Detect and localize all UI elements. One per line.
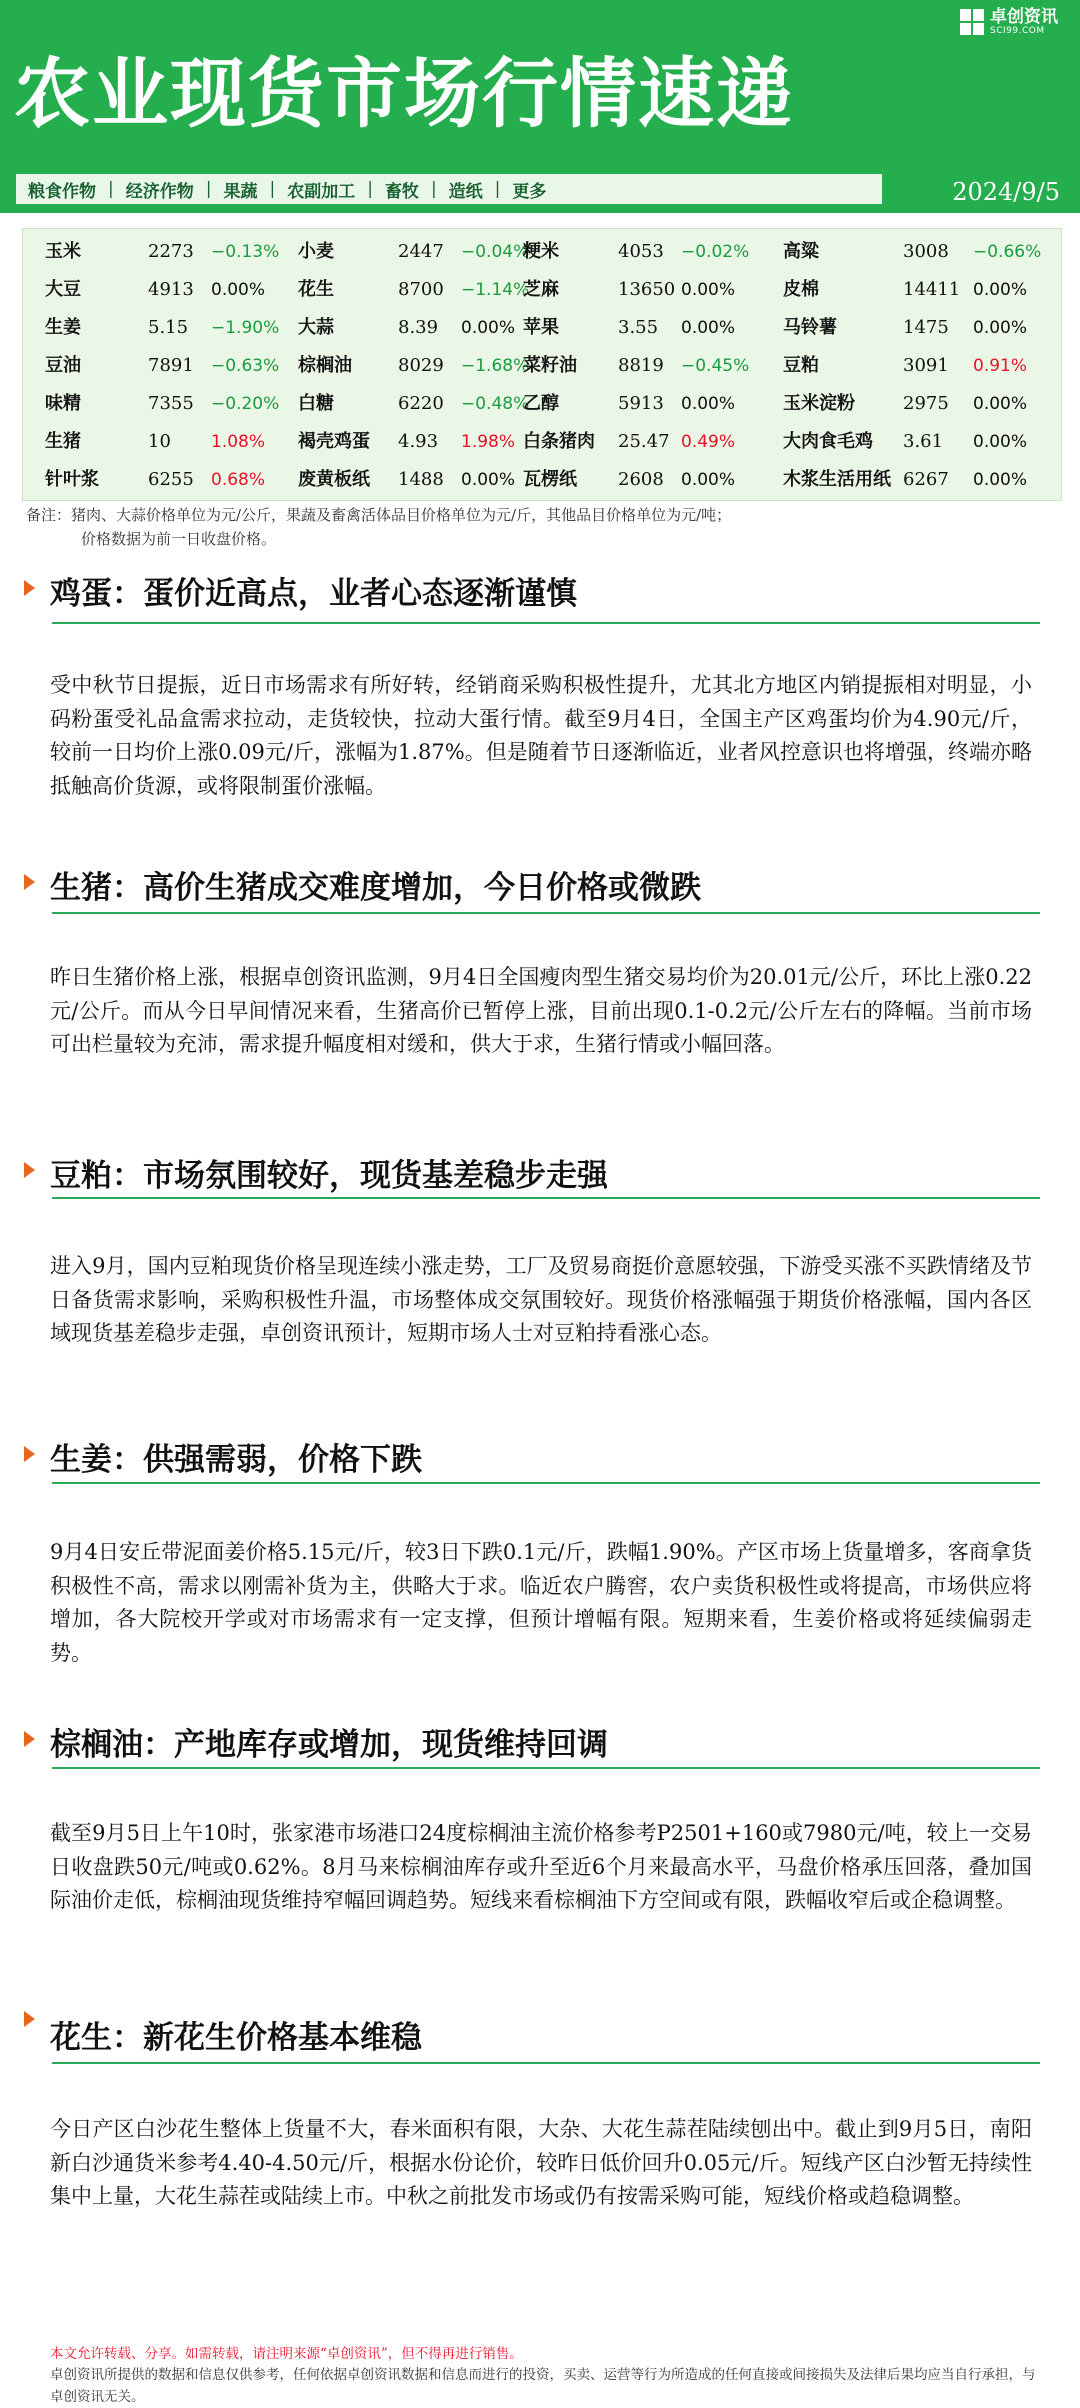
section-body-palm-oil: 截至9月5日上午10时，张家港市场港口24度棕榈油主流价格参考P2501+160或7980元/吨，较上一交易日收盘跌50元/吨或0.62%。8月马来棕榈油库存或升至近6个月来最高水平，马盘价格承压回落，叠加国际油价走低，棕榈油现货维持窄幅回调趋势。短线来看棕榈油下方空间或有限，跌幅收窄后或企稳调整。 [50,1821,1032,1912]
commodity-name: 小麦 [298,241,334,262]
section-divider [52,2062,1040,2064]
commodity-name: 木浆生活用纸 [783,469,891,490]
commodity-name: 针叶浆 [45,469,99,490]
commodity-change: 0.91% [973,356,1028,376]
commodity-change: 1.08% [211,432,266,452]
commodity-name: 白条猪肉 [523,431,595,452]
header-banner [0,0,1080,213]
commodity-price: 8819 [618,355,664,376]
commodity-price: 4053 [618,241,664,262]
nav-separator: | [430,179,437,199]
logo-icon [960,9,984,35]
commodity-change: 0.00% [973,432,1028,452]
category-nav [16,174,882,204]
commodity-name: 马铃薯 [783,317,837,338]
logo-name: 卓创资讯 [990,7,1058,27]
commodity-price: 7355 [148,393,194,414]
nav-separator: | [108,179,114,199]
commodity-name: 豆粕 [783,355,819,376]
commodity-name: 苹果 [523,317,559,338]
commodity-change: 0.00% [973,280,1028,300]
section-title-eggs: 鸡蛋：蛋价近高点，业者心态逐渐谨慎 [50,576,577,612]
commodity-change: 0.00% [461,470,516,490]
table-row [23,309,1061,347]
commodity-change: 0.00% [973,318,1028,338]
commodity-price: 8029 [398,355,444,376]
commodity-price: 13650 [618,279,676,300]
commodity-name: 生猪 [45,431,81,452]
commodity-price: 2447 [398,241,444,262]
section-body-hogs: 昨日生猪价格上涨，根据卓创资讯监测，9月4日全国瘦肉型生猪交易均价为20.01元/公斤，环比上涨0.22元/公斤。而从今日早间情况来看，生猪高价已暂停上涨，目前出现0.1-0.2元/公斤左右的降幅。当前市场可出栏量较为充沛，需求提升幅度相对缓和，供大于求，生猪行情或小幅回落。 [50,965,1032,1056]
commodity-change: −0.04% [461,242,530,262]
commodity-price: 1488 [398,469,444,490]
commodity-change: −0.63% [211,356,280,376]
commodity-change: 1.98% [461,432,516,452]
commodity-price: 7891 [148,355,194,376]
commodity-name: 芝麻 [523,279,559,300]
commodity-price: 2975 [903,393,949,414]
section-divider [52,1767,1040,1769]
commodity-name: 菜籽油 [523,355,577,376]
section-divider [52,912,1040,914]
commodity-price: 1475 [903,317,949,338]
commodity-price: 6220 [398,393,444,414]
commodity-price: 4.93 [398,431,439,452]
table-row [23,461,1061,499]
price-note [26,503,731,551]
commodity-change: −1.90% [211,318,280,338]
nav-item-paper[interactable]: 造纸 [448,181,483,202]
section-divider [52,622,1040,624]
brand-logo[interactable] [960,8,1058,36]
page-title: 农业现货市场行情速递 [14,49,794,138]
commodity-price: 14411 [903,279,961,300]
nav-item-livestock[interactable]: 畜牧 [384,181,419,202]
section-marker-icon [24,874,35,890]
commodity-change: 0.00% [681,318,736,338]
section-body-eggs: 受中秋节日提振，近日市场需求有所好转，经销商采购积极性提升，尤其北方地区内销提振相对明显，小码粉蛋受礼品盒需求拉动，走货较快，拉动大蛋行情。截至9月4日，全国主产区鸡蛋均价为4.90元/斤，较前一日均价上涨0.09元/斤，涨幅为1.87%。但是随着节日逐渐临近，业者风控意识也将增强，终端亦略抵触高价货源，或将限制蛋价涨幅。 [50,673,1032,798]
commodity-name: 玉米淀粉 [783,393,855,414]
commodity-change: −1.68% [461,356,530,376]
table-row [23,233,1061,271]
commodity-change: 0.00% [973,470,1028,490]
commodity-name: 大肉食毛鸡 [783,431,873,452]
commodity-name: 瓦楞纸 [523,469,577,490]
commodity-change: 0.00% [211,280,266,300]
commodity-name: 大豆 [45,279,81,300]
commodity-change: 0.68% [211,470,266,490]
nav-item-cash-crops[interactable]: 经济作物 [125,181,194,202]
section-divider [52,1482,1040,1484]
note-line-1: 备注：猪肉、大蒜价格单位为元/公斤，果蔬及畜禽活体品目价格单位为元/斤，其他品目价格单位为元/吨； [26,506,732,524]
nav-separator: | [494,179,501,199]
commodity-name: 皮棉 [783,279,819,300]
commodity-price: 3.61 [903,431,944,452]
commodity-price: 4913 [148,279,194,300]
commodity-change: −0.45% [681,356,750,376]
commodity-change: 0.00% [461,318,516,338]
commodity-price: 25.47 [618,431,670,452]
commodity-price: 3008 [903,241,949,262]
nav-item-grain[interactable]: 粮食作物 [28,181,96,202]
commodity-name: 粳米 [523,241,559,262]
commodity-change: 0.49% [681,432,736,452]
commodity-price: 10 [148,431,171,452]
commodity-price: 2608 [618,469,664,490]
commodity-price: 3.55 [618,317,659,338]
commodity-change: −0.48% [461,394,530,414]
section-body-soymeal: 进入9月，国内豆粕现货价格呈现连续小涨走势，工厂及贸易商挺价意愿较强，下游受买涨不买跌情绪及节日备货需求影响，采购积极性升温，市场整体成交氛围较好。现货价格涨幅强于期货价格涨幅，国内各区域现货基差稳步走强，卓创资讯预计，短期市场人士对豆粕持看涨心态。 [50,1254,1032,1345]
commodity-name: 白糖 [298,393,334,414]
nav-item-processing[interactable]: 农副加工 [287,181,356,202]
commodity-change: −0.66% [973,242,1042,262]
commodity-name: 褐壳鸡蛋 [298,431,370,452]
commodity-name: 高粱 [783,241,819,262]
commodity-name: 花生 [298,279,334,300]
commodity-price: 5.15 [148,317,189,338]
commodity-change: 0.00% [681,280,736,300]
table-row [23,271,1061,309]
nav-separator: | [205,179,212,199]
section-body-peanuts: 今日产区白沙花生整体上货量不大，春米面积有限，大杂、大花生蒜茬陆续刨出中。截止到9月5日，南阳新白沙通货米参考4.40-4.50元/斤，根据水份论价，较昨日低价回升0.05元/斤。短线产区白沙暂无持续性集中上量，大花生蒜茬或陆续上市。中秋之前批发市场或仍有按需采购可能，短线价格或趋稳调整。 [50,2117,1032,2208]
commodity-price: 3091 [903,355,949,376]
commodity-price: 5913 [618,393,664,414]
commodity-change: −0.13% [211,242,280,262]
commodity-change: −1.14% [461,280,530,300]
commodity-price: 8700 [398,279,444,300]
commodity-name: 豆油 [45,355,81,376]
commodity-name: 废黄板纸 [298,469,370,490]
commodity-change: 0.00% [681,394,736,414]
commodity-name: 玉米 [45,241,81,262]
commodity-price: 2273 [148,241,194,262]
report-date: 2024/9/5 [952,178,1060,206]
section-marker-icon [24,2011,35,2027]
logo-subtitle: SCI99.COM [990,26,1045,36]
table-row [23,385,1061,423]
section-marker-icon [24,1446,35,1462]
section-title-hogs: 生猪：高价生猪成交难度增加，今日价格或微跌 [50,870,701,906]
commodity-price: 6255 [148,469,194,490]
section-title-palm-oil: 棕榈油：产地库存或增加，现货维持回调 [50,1727,608,1763]
section-marker-icon [24,1162,35,1178]
section-body-ginger: 9月4日安丘带泥面姜价格5.15元/斤，较3日下跌0.1元/斤，跌幅1.90%。产区市场上货量增多，客商拿货积极性不高，需求以刚需补货为主，供略大于求。临近农户腾窖，农户卖货积极性或将提高，市场供应将增加，各大院校开学或对市场需求有一定支撑，但预计增幅有限。短期来看，生姜价格或将延续偏弱走势。 [50,1540,1032,1665]
commodity-name: 生姜 [45,317,81,338]
commodity-name: 乙醇 [523,393,559,414]
price-table [22,228,1062,501]
reprint-notice: 本文允许转载、分享。如需转载，请注明来源“卓创资讯”，但不得再进行销售。 [50,2346,523,2362]
section-title-soymeal: 豆粕：市场氛围较好，现货基差稳步走强 [50,1158,608,1194]
nav-item-fruits-vegetables[interactable]: 果蔬 [223,181,258,202]
commodity-change: −0.20% [211,394,280,414]
nav-separator: | [269,179,276,199]
section-title-peanuts: 花生：新花生价格基本维稳 [50,2020,422,2056]
disclaimer: 卓创资讯所提供的数据和信息仅供参考，任何依据卓创资讯数据和信息而进行的投资，买卖、运营等行为所造成的任何直接或间接损失及法律后果均应当自行承担，与卓创资讯无关。 [50,2367,1036,2405]
commodity-name: 味精 [45,393,81,414]
commodity-change: 0.00% [681,470,736,490]
commodity-change: −0.02% [681,242,750,262]
commodity-price: 8.39 [398,317,439,338]
section-divider [52,1197,1040,1199]
section-title-ginger: 生姜：供强需弱，价格下跌 [50,1442,422,1478]
table-row [23,347,1061,385]
nav-separator: | [367,179,373,199]
section-marker-icon [24,1731,35,1747]
note-line-2: 价格数据为前一日收盘价格。 [81,530,277,548]
commodity-price: 6267 [903,469,949,490]
commodity-name: 棕榈油 [298,355,352,376]
nav-item-more[interactable]: 更多 [512,181,547,202]
commodity-change: 0.00% [973,394,1028,414]
section-marker-icon [24,580,35,596]
table-row [23,423,1061,461]
commodity-name: 大蒜 [298,317,334,338]
